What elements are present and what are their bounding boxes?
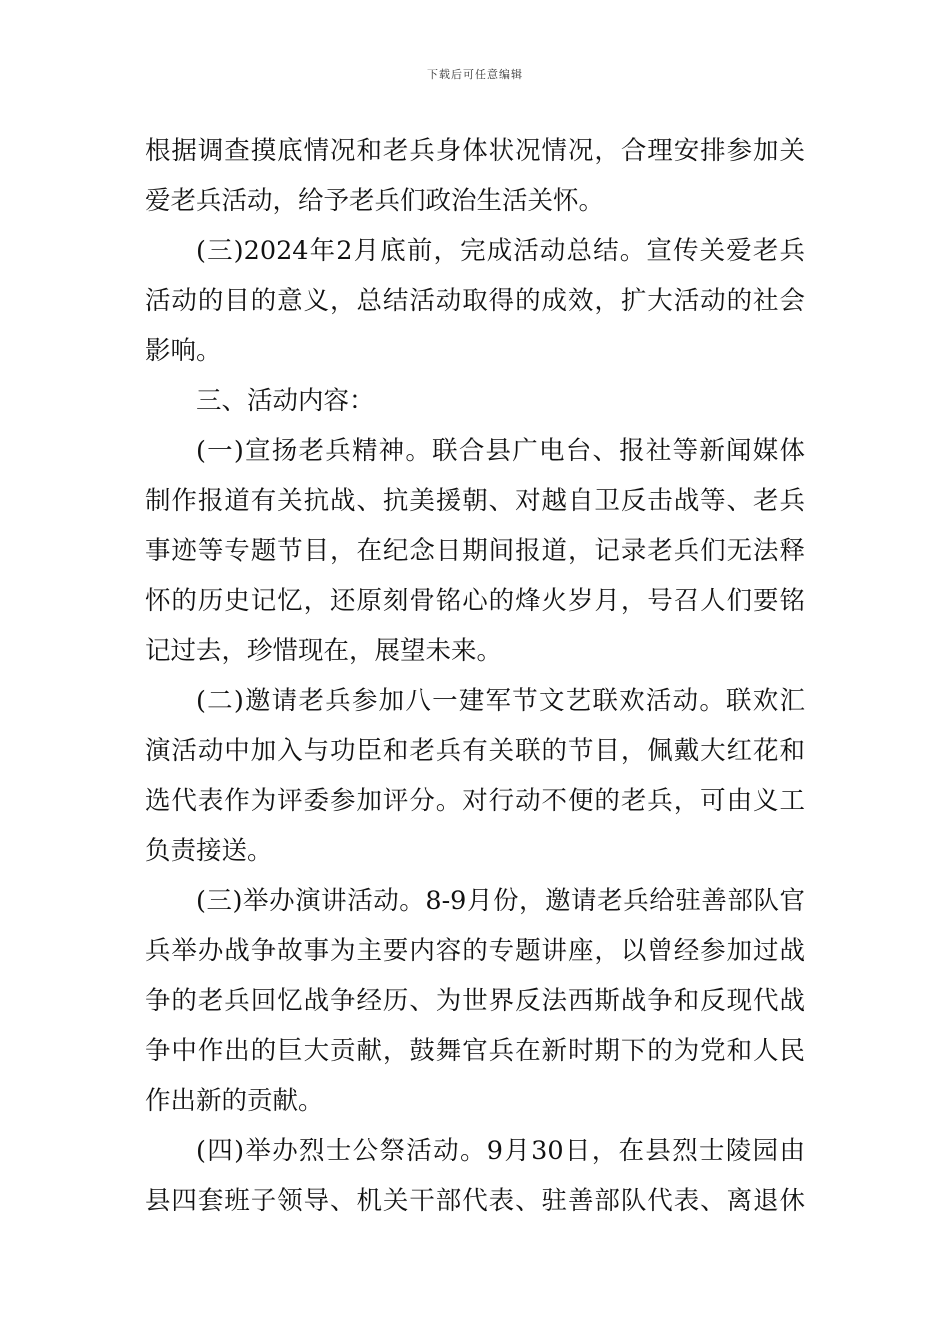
text-line: 活动的目的意义，总结活动取得的成效，扩大活动的社会 xyxy=(145,286,805,316)
text-line: (一)宣扬老兵精神。联合县广电台、报社等新闻媒体 xyxy=(196,436,805,466)
text-line: (四)举办烈士公祭活动。9月30日，在县烈士陵园由 xyxy=(196,1136,805,1166)
text-line: (三)2024年2月底前，完成活动总结。宣传关爱老兵 xyxy=(196,236,805,266)
text-line: 县四套班子领导、机关干部代表、驻善部队代表、离退休 xyxy=(145,1186,805,1216)
text-line: 根据调查摸底情况和老兵身体状况情况，合理安排参加关 xyxy=(145,136,805,166)
text-line: 负责接送。 xyxy=(145,836,273,866)
text-line: 争中作出的巨大贡献，鼓舞官兵在新时期下的为党和人民 xyxy=(145,1036,805,1066)
text-line: 记过去，珍惜现在，展望未来。 xyxy=(145,636,503,666)
text-line: (二)邀请老兵参加八一建军节文艺联欢活动。联欢汇 xyxy=(196,686,805,716)
text-line: 爱老兵活动，给予老兵们政治生活关怀。 xyxy=(145,186,605,216)
section-heading: 三、活动内容： xyxy=(196,386,375,416)
text-line: 作出新的贡献。 xyxy=(145,1086,324,1116)
text-line: 兵举办战争故事为主要内容的专题讲座，以曾经参加过战 xyxy=(145,936,805,966)
text-line: 怀的历史记忆，还原刻骨铭心的烽火岁月，号召人们要铭 xyxy=(145,586,805,616)
text-line: 制作报道有关抗战、抗美援朝、对越自卫反击战等、老兵 xyxy=(145,486,805,516)
text-line: 事迹等专题节目，在纪念日期间报道，记录老兵们无法释 xyxy=(145,536,805,566)
document-body xyxy=(145,126,805,1226)
text-line: 演活动中加入与功臣和老兵有关联的节目，佩戴大红花和 xyxy=(145,736,805,766)
text-line: (三)举办演讲活动。8-9月份，邀请老兵给驻善部队官 xyxy=(196,886,805,916)
text-line: 争的老兵回忆战争经历、为世界反法西斯战争和反现代战 xyxy=(145,986,805,1016)
text-line: 影响。 xyxy=(145,336,222,366)
text-line: 选代表作为评委参加评分。对行动不便的老兵，可由义工 xyxy=(145,786,805,816)
page-header-note: 下载后可任意编辑 xyxy=(427,68,523,81)
